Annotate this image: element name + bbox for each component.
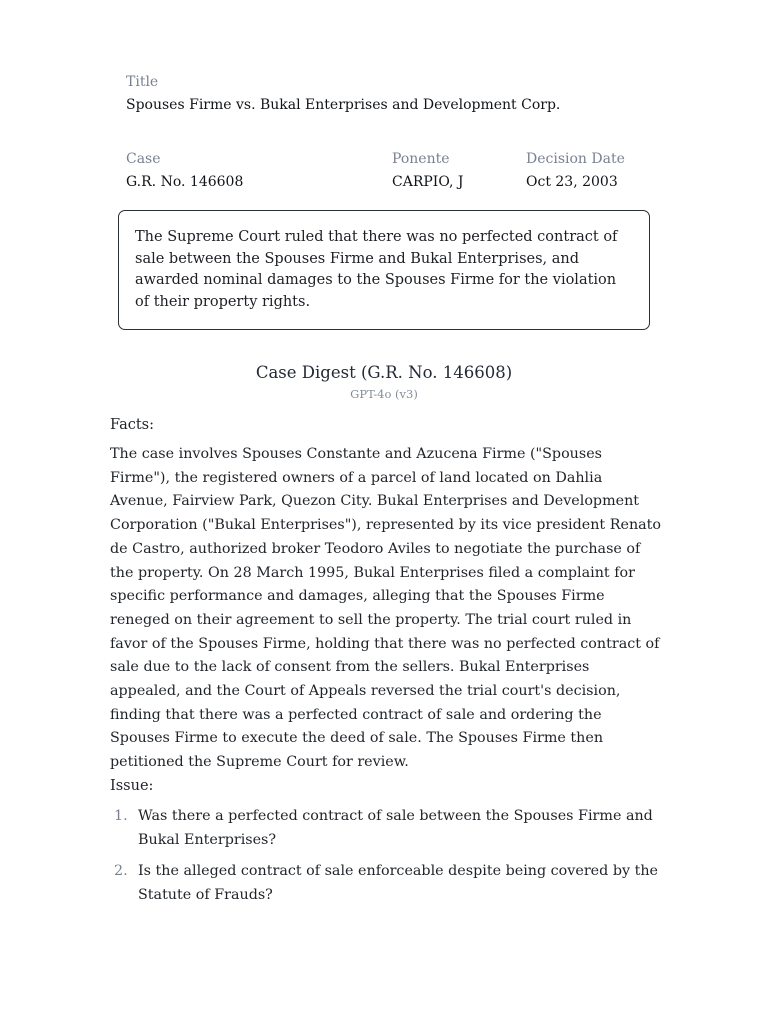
decision-date-value: Oct 23, 2003 [526, 174, 618, 190]
decision-date-label: Decision Date [526, 151, 625, 167]
ruling-summary-text: The Supreme Court ruled that there was no perfected contract of sale between the Spouses Firme and Bukal Enterprises, and awarded nominal damages to the Spouses Firme for the violation of their property rights. [135, 229, 618, 310]
facts-body: The case involves Spouses Constante and Azucena Firme ("Spouses Firme"), the registered owners of a parcel of land located on Dahlia Avenue, Fairview Park, Quezon City. Bukal Enterprises and Development Corporation ("Bukal Enterprises"), represented by its vice president Renato de Castro, authorized broker Teodoro Aviles to negotiate the purchase of the property. On 28 March 1995, Bukal Enterprises filed a complaint for specific performance and damages, alleging that the Spouses Firme reneged on their agreement to sell the property. The trial court ruled in favor of the Spouses Firme, holding that there was no perfected contract of sale due to the lack of consent from the sellers. Bukal Enterprises appealed, and the Court of Appeals reversed the trial court's decision, finding that there was a perfected contract of sale and ordering the Spouses Firme to execute the deed of sale. The Spouses Firme then petitioned the Supreme Court for review. [110, 446, 662, 771]
issue-text: Was there a perfected contract of sale between the Spouses Firme and Bukal Enterprises? [138, 808, 653, 848]
ponente-label: Ponente [392, 151, 450, 167]
title-value: Spouses Firme vs. Bukal Enterprises and Development Corp. [126, 97, 561, 113]
issue-number: 2. [114, 863, 128, 879]
case-number-block [126, 150, 366, 192]
issue-item [110, 860, 670, 907]
decision-date-block [526, 150, 666, 192]
ruling-summary-box [118, 210, 650, 330]
title-block [126, 73, 726, 115]
facts-label: Facts: [110, 417, 154, 433]
ponente-block [392, 150, 512, 192]
issue-text: Is the alleged contract of sale enforceable despite being covered by the Statute of Frauds? [138, 863, 659, 903]
issue-number: 1. [114, 808, 128, 824]
issue-label: Issue: [110, 778, 154, 794]
digest-heading: Case Digest (G.R. No. 146608) [255, 363, 513, 382]
ponente-value: CARPIO, J [392, 174, 464, 190]
title-label: Title [126, 74, 159, 90]
digest-model-label: GPT-4o (v3) [350, 387, 418, 401]
case-value: G.R. No. 146608 [126, 174, 244, 190]
issue-item [110, 805, 670, 852]
issue-list [110, 805, 670, 915]
case-label: Case [126, 151, 161, 167]
